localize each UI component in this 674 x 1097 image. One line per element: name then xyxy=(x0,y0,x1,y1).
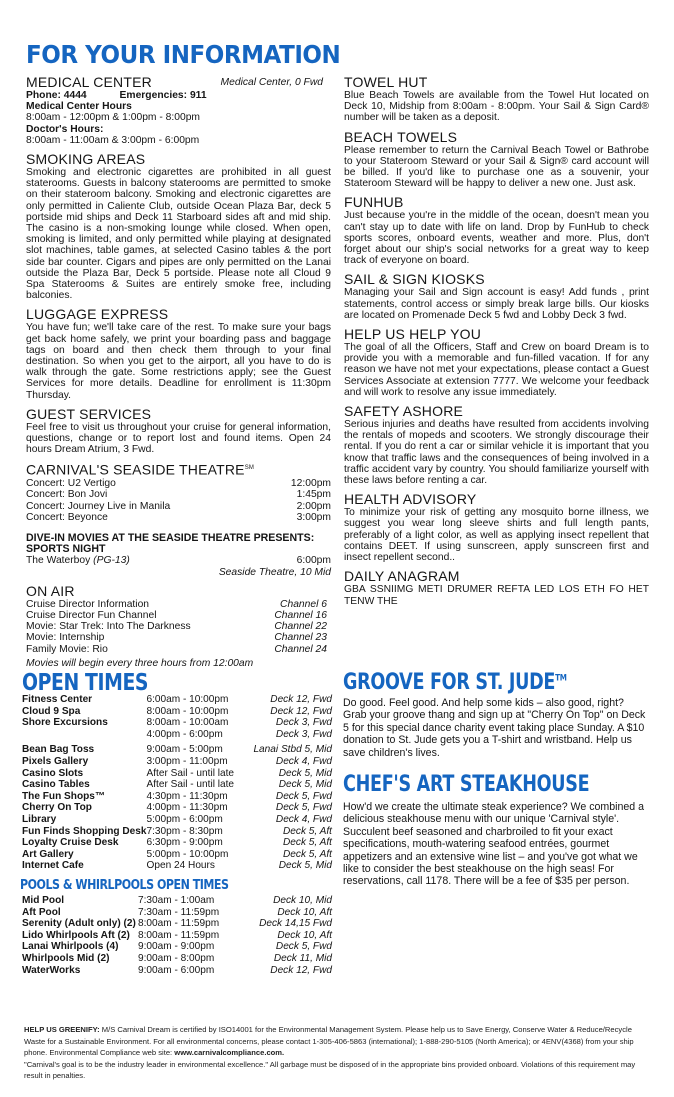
sail-sign-heading: SAIL & SIGN KIOSKS xyxy=(344,271,485,288)
open-times-table xyxy=(22,694,332,872)
venue-location: Deck 5, Fwd xyxy=(275,802,332,814)
venue-name: Internet Cafe xyxy=(22,860,84,872)
st-jude-trademark: TM xyxy=(555,673,567,684)
page-title: FOR YOUR INFORMATION xyxy=(26,40,341,69)
venue-hours: 9:00am - 6:00pm xyxy=(138,964,215,976)
funhub-body: Just because you're in the middle of the ocean, doesn't mean you can't stay up to date with life on land. Drop by FunHub to check sports scores, onboard events, weather and more. Plus, don't forget about our ship's social networks for a great way to keep track of everyone on board. xyxy=(344,210,649,267)
left-column xyxy=(26,75,331,675)
table-row xyxy=(22,756,332,768)
concert-list xyxy=(26,478,331,523)
beach-towels-section xyxy=(344,130,649,190)
movie-time: 6:00pm xyxy=(296,555,331,567)
sail-sign-section xyxy=(344,272,649,321)
help-us-section xyxy=(344,327,649,398)
item-value: Channel 22 xyxy=(274,621,327,633)
table-row xyxy=(22,860,332,872)
channel-list xyxy=(26,599,331,655)
luggage-heading: LUGGAGE EXPRESS xyxy=(26,306,169,323)
venue-name: Fitness Center xyxy=(22,694,93,705)
venue-location: Deck 5, Mid xyxy=(278,767,332,779)
doctor-hours-heading: Doctor's Hours: xyxy=(26,123,104,135)
table-row xyxy=(22,918,332,930)
venue-name: Shore Excursions xyxy=(22,717,108,729)
item-name: Family Movie: Rio xyxy=(26,643,108,655)
venue-location: Deck 12, Fwd xyxy=(270,964,332,976)
table-row xyxy=(22,930,332,942)
item-name: Concert: Journey Live in Manila xyxy=(26,500,171,512)
venue-name: Cloud 9 Spa xyxy=(22,705,81,717)
venue-hours: 7:30pm - 8:30pm xyxy=(146,825,223,837)
safety-body: Serious injuries and deaths have resulted from accidents involving the rentals of mopeds and scooters. We strongly discourage their rental. If you do rent a car or similar vehicle it is important that you know that traffic laws and the consequences of being involved in a traffic accident vary by country. You should familiarize yourself with these laws before renting a car. xyxy=(344,419,649,487)
venue-location: Deck 5, Fwd xyxy=(275,790,332,802)
item-name: Movie: Internship xyxy=(26,632,105,644)
steakhouse-title: CHEF'S ART STEAKHOUSE xyxy=(343,772,590,797)
right-column xyxy=(344,75,649,613)
venue-name: Serenity (Adult only) (2) xyxy=(22,918,136,930)
table-row xyxy=(22,791,332,803)
venue-hours: 9:00am - 8:00pm xyxy=(138,952,215,964)
venue-name: Aft Pool xyxy=(22,906,61,918)
venue-hours: 9:00am - 5:00pm xyxy=(146,744,223,756)
movies-heading: DIVE-IN MOVIES AT THE SEASIDE THEATRE PRESENTS: xyxy=(26,531,315,544)
venue-name: Cherry On Top xyxy=(22,802,92,814)
venue-location: Deck 10, Aft xyxy=(277,929,332,941)
greenify-footer xyxy=(24,1024,648,1082)
venue-hours: Open 24 Hours xyxy=(146,860,215,872)
venue-hours: 9:00am - 9:00pm xyxy=(138,941,215,953)
health-body: To minimize your risk of getting any mosquito borne illness, we suggest you wear long sleeve shirts and full length pants, preferably of a light color, as well as applying insect repellent that contains DEET. If using sunscreen, apply sunscreen first and insect repellent second.. xyxy=(344,507,649,564)
pools-title: POOLS & WHIRLPOOLS OPEN TIMES xyxy=(20,877,229,893)
table-row xyxy=(22,706,332,718)
table-row xyxy=(22,837,332,849)
list-item xyxy=(26,478,331,489)
venue-hours: 8:00am - 10:00am xyxy=(146,717,229,729)
table-row xyxy=(22,694,332,706)
venue-name: Mid Pool xyxy=(22,895,65,906)
venue-name xyxy=(22,729,147,745)
guest-services-heading: GUEST SERVICES xyxy=(26,405,152,422)
item-value: Channel 6 xyxy=(280,598,327,610)
steakhouse-body: How'd we create the ultimate steak experience? We combined a delicious steakhouse menu with our unique 'Carnival style'. Succulent beef seasoned and charbroiled to fit your exact specifications, mouth-watering seafood entrées, gourmet appetizers and an extensive wine list – and you've got what we like to consider the best steakhouse on the high seas! For reservations, call 1178. There will be a fee of $35 per person. xyxy=(343,801,644,888)
item-value: Channel 24 xyxy=(274,643,327,655)
luggage-section xyxy=(26,307,331,400)
venue-location: Deck 12, Fwd xyxy=(270,705,332,717)
venue-hours: 8:00am - 11:59pm xyxy=(138,918,220,930)
on-air-note: Movies will begin every three hours from 12:00am xyxy=(26,657,254,669)
venue-hours: 8:00am - 11:59pm xyxy=(138,929,220,941)
list-item xyxy=(26,489,331,500)
theatre-heading: CARNIVAL'S SEASIDE THEATRE xyxy=(26,462,245,479)
venue-location: Deck 5, Mid xyxy=(278,860,332,872)
venue-location: Deck 5, Fwd xyxy=(275,941,332,953)
table-row xyxy=(22,779,332,791)
sail-sign-body: Managing your Sail and Sign account is easy! Add funds , print statements, control access or simply break large bills. Our kiosks are located on Promenade Deck 5 fwd and Lobby Deck 3 fwd. xyxy=(344,287,649,321)
table-row xyxy=(22,814,332,826)
footer-text-2: "Carnival's goal is to be the industry leader in environmental excellence." All garbage must be disposed of in the appropriate bins provided onboard. Violations of this requirement may result in penalties. xyxy=(24,1059,636,1081)
medical-phone: Phone: 4444 xyxy=(26,90,87,101)
venue-name: The Fun Shops™ xyxy=(22,790,105,802)
venue-location: Deck 11, Mid xyxy=(273,952,332,964)
item-name: Cruise Director Information xyxy=(26,598,150,610)
safety-heading: SAFETY ASHORE xyxy=(344,403,464,420)
item-name: Concert: Bon Jovi xyxy=(26,489,108,501)
venue-location: Lanai Stbd 5, Mid xyxy=(253,744,332,756)
movie-title: The Waterboy xyxy=(26,555,91,567)
venue-hours: 4:00pm - 6:00pm xyxy=(146,728,223,740)
theatre-section xyxy=(26,461,331,522)
health-section xyxy=(344,492,649,563)
list-item xyxy=(26,632,331,643)
item-name: Concert: Beyonce xyxy=(26,511,108,523)
anagram-heading: DAILY ANAGRAM xyxy=(344,568,460,585)
venue-hours: 7:30am - 1:00am xyxy=(138,895,215,906)
venue-hours: 6:30pm - 9:00pm xyxy=(146,837,223,849)
venue-location: Deck 3, Fwd xyxy=(275,717,332,729)
medical-center-location: Medical Center, 0 Fwd xyxy=(220,77,323,88)
list-item xyxy=(26,610,331,621)
pools-table xyxy=(22,895,332,976)
medical-center-section xyxy=(26,75,331,146)
table-row xyxy=(22,826,332,838)
safety-section xyxy=(344,404,649,486)
doctor-hours: 8:00am - 11:00am & 3:00pm - 6:00pm xyxy=(26,134,200,146)
guest-services-body: Feel free to visit us throughout your cruise for general information, questions, change or to report lost and found items. Open 24 hours Dream Atrium, 3 Fwd. xyxy=(26,421,331,456)
venue-name: Library xyxy=(22,813,57,825)
table-row xyxy=(22,802,332,814)
open-times-title: OPEN TIMES xyxy=(22,670,149,696)
list-item xyxy=(26,512,331,523)
movie-venue: Seaside Theatre, 10 Mid xyxy=(218,566,331,578)
venue-hours: 3:00pm - 11:00pm xyxy=(146,755,228,767)
table-row xyxy=(22,717,332,729)
anagram-body: GBA SSNIIMG METI DRUMER REFTA LED LOS ETH FO HET TENW THE xyxy=(344,584,649,607)
table-row xyxy=(22,729,332,745)
beach-towels-heading: BEACH TOWELS xyxy=(344,128,458,145)
list-item xyxy=(26,599,331,610)
movies-section xyxy=(26,533,331,578)
item-value: Channel 23 xyxy=(274,632,327,644)
table-row xyxy=(22,744,332,756)
venue-hours: After Sail - until late xyxy=(146,767,235,779)
on-air-section xyxy=(26,584,331,669)
item-value: 12:00pm xyxy=(290,478,331,490)
table-row xyxy=(22,849,332,861)
help-us-body: The goal of all the Officers, Staff and Crew on board Dream is to provide you with a memorable and fun-filled vacation. If for any reason we have not met your expectations, please contact a Guest Services Associate at extension 7777. We welcome your feedback and will work to resolve any issue immediately. xyxy=(344,342,649,398)
on-air-heading: ON AIR xyxy=(26,582,75,599)
towel-hut-heading: TOWEL HUT xyxy=(344,74,428,90)
venue-name: Fun Finds Shopping Desk xyxy=(22,825,147,837)
medical-center-heading: MEDICAL CENTER xyxy=(26,74,152,90)
venue-location: Deck 12, Fwd xyxy=(270,694,332,705)
smoking-section xyxy=(26,152,331,301)
venue-location: Deck 4, Fwd xyxy=(275,755,332,767)
venue-hours: 6:00am - 10:00pm xyxy=(146,694,229,705)
item-name: Cruise Director Fun Channel xyxy=(26,609,157,621)
footer-lead: HELP US GREENIFY: xyxy=(24,1025,100,1034)
help-us-heading: HELP US HELP YOU xyxy=(344,326,482,343)
table-row xyxy=(22,768,332,780)
st-jude-body: Do good. Feel good. And help some kids – also good, right? Grab your groove thang and sign up at "Cherry On Top" on Deck 5 for this special dance charity event taking place Sunday. A $10 donation to St. Jude gets you a T-shirt and wristband. Help us save children's lives. xyxy=(343,697,646,759)
beach-towels-body: Please remember to return the Carnival Beach Towel or Bathrobe to your Stateroom Steward or your Sail & Sign® card account will be billed. If you'd like to purchase one as a souvenir, your Stateroom Steward will be happy to deliver a new one. Just ask. xyxy=(344,144,649,190)
movie-rating: (PG-13) xyxy=(93,555,130,567)
venue-name: WaterWorks xyxy=(22,964,81,976)
venue-location: Deck 3, Fwd xyxy=(275,728,332,740)
venue-name: Bean Bag Toss xyxy=(22,744,95,756)
table-row xyxy=(22,953,332,965)
list-item xyxy=(26,621,331,632)
venue-hours: 7:30am - 11:59pm xyxy=(138,906,220,918)
venue-hours: 4:30pm - 11:30pm xyxy=(146,790,228,802)
venue-name: Art Gallery xyxy=(22,848,74,860)
venue-location: Deck 5, Mid xyxy=(278,779,332,791)
venue-location: Deck 4, Fwd xyxy=(275,813,332,825)
smoking-heading: SMOKING AREAS xyxy=(26,151,146,168)
medical-hours: 8:00am - 12:00pm & 1:00pm - 8:00pm xyxy=(26,112,200,124)
venue-hours: 8:00am - 10:00pm xyxy=(146,705,229,717)
venue-hours: After Sail - until late xyxy=(146,779,235,791)
compliance-site-link[interactable]: www.carnivalcompliance.com. xyxy=(174,1048,285,1058)
medical-hours-heading: Medical Center Hours xyxy=(26,101,132,113)
venue-name: Whirlpools Mid (2) xyxy=(22,952,110,964)
venue-name: Loyalty Cruise Desk xyxy=(22,837,119,849)
venue-name: Casino Slots xyxy=(22,767,84,779)
anagram-section xyxy=(344,569,649,606)
luggage-body: You have fun; we'll take care of the rest. To make sure your bags get back home safely, we print your boarding pass and baggage tags on board and then check them through to your final destination. So when you get to the airport, all you have to do is walk through the gate. Some restrictions apply; see the Guest Services for more details. Deadline for enrollment is 11:30pm Thursday. xyxy=(26,322,331,401)
medical-emergencies: Emergencies: 911 xyxy=(119,90,207,101)
table-row xyxy=(22,941,332,953)
item-name: Movie: Star Trek: Into The Darkness xyxy=(26,621,191,633)
footer-text-1: M/S Carnival Dream is certified by ISO14001 for the Environmental Management System. Please help us to Save Energy, Conserve Water & Reduce/Recycle Waste for a Sustainable Environment. For all environmental concerns, please contact 1-305-406-5863 (international); 1-888-290-5105 (North America); or 4ENV(4368) from your ship phone. Environmental Compliance web site: xyxy=(24,1025,634,1058)
towel-hut-section xyxy=(344,75,649,124)
item-value: 1:45pm xyxy=(296,489,331,501)
st-jude-title: GROOVE FOR ST. JUDE xyxy=(343,670,556,695)
venue-name: Casino Tables xyxy=(22,779,90,791)
venue-name: Pixels Gallery xyxy=(22,755,89,767)
venue-location: Deck 5, Aft xyxy=(283,848,332,860)
item-value: 2:00pm xyxy=(296,500,331,512)
table-row xyxy=(22,965,332,977)
guest-services-section xyxy=(26,407,331,456)
list-item xyxy=(26,644,331,655)
movies-subheading: SPORTS NIGHT xyxy=(26,543,106,556)
towel-hut-body: Blue Beach Towels are available from the Towel Hut located on Deck 10, Midship from 8:00am - 8:00pm. Your Sail & Sign Card® number will be taken as a deposit. xyxy=(344,90,649,124)
funhub-heading: FUNHUB xyxy=(344,194,404,211)
venue-location: Deck 5, Aft xyxy=(283,825,332,837)
health-heading: HEALTH ADVISORY xyxy=(344,491,477,508)
item-value: Channel 16 xyxy=(274,609,327,621)
venue-name: Lanai Whirlpools (4) xyxy=(22,941,119,953)
venue-location: Deck 10, Aft xyxy=(277,906,332,918)
item-value: 3:00pm xyxy=(296,511,331,523)
theatre-service-mark: SM xyxy=(244,465,255,472)
venue-location: Deck 14,15 Fwd xyxy=(259,918,332,930)
venue-location: Deck 10, Mid xyxy=(273,895,332,906)
table-row xyxy=(22,907,332,919)
smoking-body: Smoking and electronic cigarettes are prohibited in all guest staterooms. Guests in balcony staterooms are permitted to smoke on their stateroom balcony. Smoking and electronic cigarettes are only permitted in Caliente Club, outside Ocean Plaza Bar, deck 5 portside mid ships and Deck 11 Starboard sides aft and mid ship. The casino is a non-smoking lounge while closed. When open, smoking is limited, and only permitted while playing at designated slot machines, table games, at selected Casino tables & the port side bar counter. Cigars and pipes are only permitted on the Lanai outside the Plaza Bar, Deck 5 portside. Please note all Cloud 9 Spa Staterooms & Suites are entirely smoke free, including balconies. xyxy=(26,167,331,302)
item-name: Concert: U2 Vertigo xyxy=(26,478,116,490)
funhub-section xyxy=(344,195,649,266)
venue-name: Lido Whirlpools Aft (2) xyxy=(22,929,130,941)
list-item xyxy=(26,501,331,512)
venue-location: Deck 5, Aft xyxy=(283,837,332,849)
venue-hours: 5:00pm - 10:00pm xyxy=(146,848,229,860)
venue-hours: 4:00pm - 11:30pm xyxy=(146,802,228,814)
venue-hours: 5:00pm - 6:00pm xyxy=(146,813,223,825)
table-row xyxy=(22,895,332,907)
